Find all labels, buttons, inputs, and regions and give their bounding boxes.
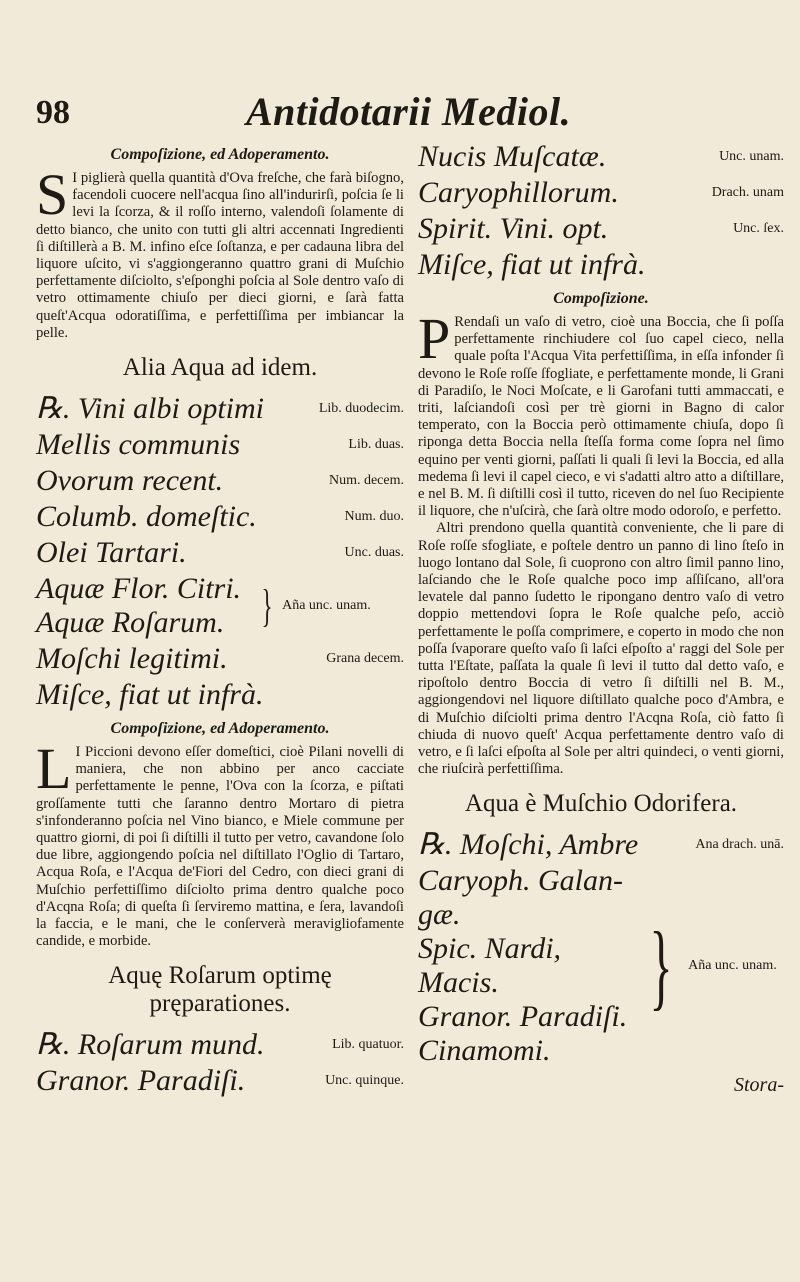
catchword: Stora-: [734, 1074, 784, 1097]
paragraph: [36, 736, 404, 950]
ingredient-quantity: Num. duo.: [344, 509, 404, 525]
ingredient-row: [36, 392, 404, 426]
ingredient-row: [36, 536, 404, 570]
drop-cap: P: [418, 306, 451, 371]
ingredient-quantity: Unc. duas.: [344, 545, 404, 561]
ingredient-name: Olei Tartari.: [36, 536, 187, 570]
ingredient-group-items: [418, 864, 634, 1068]
ingredient-row: [36, 428, 404, 462]
ingredient-name: Moſchi legitimi.: [36, 642, 228, 676]
ingredient-row: [36, 1028, 404, 1062]
misce-instruction: Miſce, fiat ut infrà.: [418, 248, 646, 281]
ingredient-row: [418, 828, 784, 862]
ingredient-list: [36, 392, 404, 676]
recipe-title: Aquę Roſarum optimę pręparationes.: [108, 962, 332, 1018]
section-heading: Compoſizione.: [553, 290, 649, 307]
page-number: 98: [36, 94, 70, 131]
paragraph: [418, 520, 784, 778]
recipe-title: Alia Aqua ad idem.: [122, 354, 318, 382]
ingredient-quantity: Unc. quinque.: [325, 1073, 404, 1089]
ingredient-row: [418, 176, 784, 210]
ingredient-name: Ovorum recent.: [36, 464, 224, 498]
ingredient-name: Caryoph. Galan-: [418, 864, 623, 898]
ingredient-name: ℞. Moſchi, Ambre: [418, 828, 639, 862]
ingredient-name: Granor. Paradiſi.: [36, 1064, 246, 1098]
ingredient-name: Spirit. Vini. opt.: [418, 212, 609, 245]
page-header: [36, 84, 776, 138]
ingredient-list: [36, 1028, 404, 1098]
brace-icon: }: [261, 580, 273, 632]
ingredient-name: Nucis Muſcatæ.: [418, 140, 607, 173]
ingredient-row: [418, 140, 784, 174]
brace-icon: }: [649, 912, 673, 1020]
ingredient-quantity: Lib. duodecim.: [318, 401, 404, 417]
ingredient-quantity: Drach. unam: [711, 185, 784, 200]
paragraph-text: I piglierà quella quantità d'Ova freſche, che farà biſogno, facendoli cuocere nell'acqua ſino all'indurirſi, poſcia ſe li levi la ſcorza, & il roſſo interno, valendoſi ſolamente di detto bianco, che unito con tutti gli altri accennati Ingredienti ſi diſtillerà a B. M. infino eſce ſoſtanza, e per cadauna libra del liquore uſcito, vi s'aggiongeranno quattro grani di Muſchio perfettamente diſciolto, s'eſponghi poſcia al Sole dentro vaſo di vetro ottimamente chiuſo per dieci giorni, e ſarà fatta queſt'Acqua odoratiſſima, e perfettiſſima per imbiancar la pelle.: [36, 170, 404, 341]
section-heading: Compoſizione, ed Adoperamento.: [110, 720, 330, 738]
ingredient-row: [418, 212, 784, 246]
ingredient-name: Aquæ Flor. Citri.: [36, 572, 242, 606]
ingredient-name: Cinamomi.: [418, 1034, 551, 1068]
ingredient-quantity: Unc. unam.: [719, 149, 784, 164]
ingredient-row: [36, 642, 404, 676]
left-column: [36, 138, 404, 1100]
ingredient-name: Granor. Paradiſi.: [418, 1000, 628, 1034]
paragraph-text: I Piccioni devono eſſer domeſtici, cioè Pilani novelli di maniera, che non abbino per anco cacciate perfettamente le penne, l'Ova con la ſcorza, e piſtati groſſamente tutti che ſaranno dentro Mortaro di pietra s'infonderanno poſcia nel Vino bianco, e Miele commune per quattro giorni, di poi ſi diſtilli il tutto per vetro, cavandone ſolo due libre, aggiongendo poſcia nel diſtillato l'Oglio di Tartaro, Acqua Roſa, e l'Acqua de'Fiori del Cedro, con dieci grani di Muſchio perfettiſſimo diſciolto prima dentro qualche poco d'Acqna Roſa; di queſta ſi ſerviremo mattina, e ſera, lavandoſi la faccia, e le mani, che le conſerverà meravigliofamente candide, e morbide.: [36, 744, 404, 950]
ingredient-quantity: Aña unc. unam.: [282, 598, 371, 614]
drop-cap: S: [36, 162, 69, 227]
ingredient-name: ℞. Roſarum mund.: [36, 1028, 265, 1062]
running-title: Antidotarii Mediol.: [246, 89, 572, 134]
ingredient-name: Spic. Nardi,: [418, 932, 562, 966]
ingredient-group: [36, 572, 404, 640]
ingredient-quantity: Num. decem.: [328, 473, 404, 489]
ingredient-group-items: [36, 572, 252, 640]
recipe-title: Aqua è Muſchio Odorifera.: [464, 790, 738, 818]
ingredient-quantity: Aña unc. unam.: [688, 958, 777, 974]
ingredient-list: [418, 140, 784, 246]
ingredient-quantity: Lib. quatuor.: [332, 1037, 404, 1053]
paragraph-text: Altri prendono quella quantità conveniente, che li pare di Roſe roſſe sfogliate, e poſtele dentro un panno di lino ſteſo in luogo lontano dal Sole, ſi cuoprono con altro ſimil panno lino, laſciando che le Roſe qualche poco imp aſſiſcano, all'ora levatele dal panno ſudetto le ripongano dentro vaſo di vetro doppio mettendovi ſopra le Roſe qualche peſo, acciò perfettamente le poſſa comprimere, e coperto in modo che non poſſa ſvaporare queſto vaſo ſi laſci eſpoſto a' raggi del Sole per tutta l'Eſtate, paſſata la quale ſi levi il tutto dal detto vaſo, e ripoſtolo dentro Boccia di vetro ſi diſtilli nel B. M., aggiongendovi nel liquore diſtillato qualche poco d'Ambra, e di Muſchio diſciolti prima dentro l'Acqna Roſa, ciò fatto ſi chiuda di nuovo queſt' Acqua perfettamente dentro vaſo di vetro, e ſi laſci eſpoſta al Sole per altri quindeci, o venti giorni, che riuſcirà perfettiſſima.: [418, 520, 784, 778]
ingredient-row: [36, 1064, 404, 1098]
ingredient-name: Mellis communis: [36, 428, 241, 462]
misce-instruction: Miſce, fiat ut infrà.: [36, 678, 264, 712]
ingredient-list: [418, 828, 784, 1068]
ingredient-name: Macis.: [418, 966, 499, 1000]
paragraph-text: Rendaſi un vaſo di vetro, cioè una Boccia, che ſi poſſa perfettamente rinchiudere col ſuo capel cieco, nella quale poſta l'Acqua Vita perfettiſſima, in eſſa infonder ſi devono le Roſe roſſe ſfogliate, e perfettamente monde, li Grani di Paradiſo, le Noci Moſcate, e li Garofani tutti ammaccati, e triti, laſciandoſi così per trè giorni in Bagno di calor temperato, con la Boccia però ottimamente chiuſa, dopo ſi riponga detta Boccia nella ſteſſa forma come ſopra nel ſimo equino per venti giorni, paſſati li quali ſi levi la Boccia, ed alla medema ſi levi il capel cieco, e vi s'adatti altro atto a diſtillare, e nel B. M. ſi diſtilli così il tutto, riceven do nel ſuo Recipiente il liquore, che n'uſcirà, che ſarà oltre modo odoroſo, e perfetto.: [418, 314, 784, 520]
ingredient-group: [418, 864, 784, 1068]
right-column: [418, 138, 784, 1097]
ingredient-quantity: Grana decem.: [326, 651, 404, 667]
paragraph: [36, 162, 404, 342]
ingredient-name: Aquæ Roſarum.: [36, 606, 225, 640]
ingredient-name: ℞. Vini albi optimi: [36, 392, 265, 426]
section-heading: Compoſizione, ed Adoperamento.: [110, 146, 330, 163]
paragraph: [418, 306, 784, 520]
drop-cap: L: [36, 736, 72, 802]
ingredient-quantity: Unc. ſex.: [733, 221, 784, 236]
ingredient-name: Caryophillorum.: [418, 176, 619, 209]
ingredient-row: [36, 500, 404, 534]
ingredient-name: gæ.: [418, 898, 461, 932]
ingredient-name: Columb. domeſtic.: [36, 500, 257, 534]
ingredient-quantity: Lib. duas.: [348, 437, 404, 453]
ingredient-quantity: Ana drach. unā.: [695, 837, 784, 853]
ingredient-row: [36, 464, 404, 498]
